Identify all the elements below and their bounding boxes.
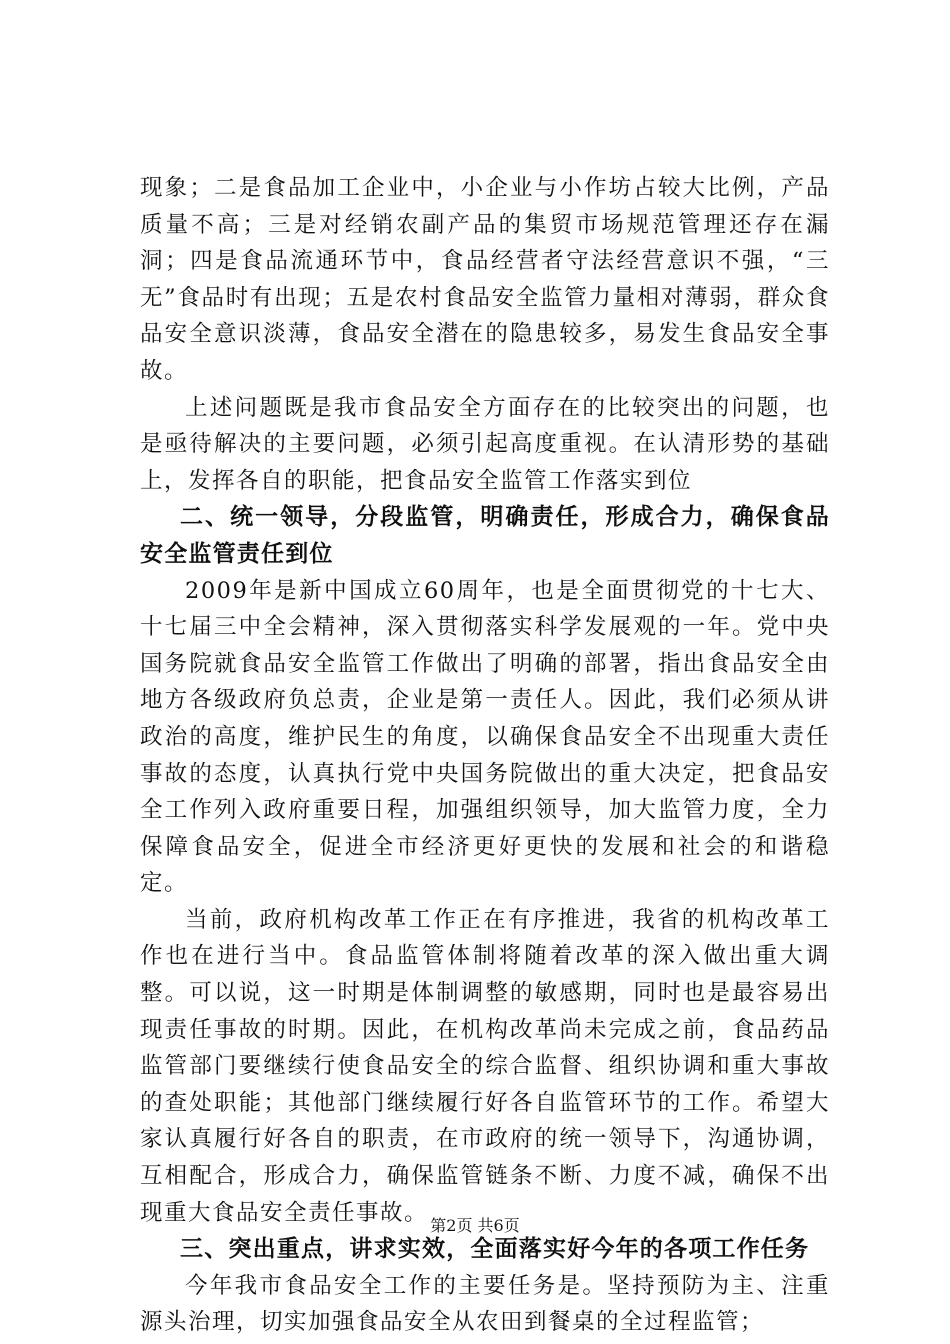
page-footer: 第2页 共6页 xyxy=(430,1216,520,1235)
paragraph-problems-list: 现象；二是食品加工企业中，小企业与小作坊占较大比例，产品质量不高；三是对经销农副产品的集贸市场规范管理还存在漏洞；四是食品流通环节中，食品经营者守法经营意识不强，“三无”食品时有出现；五是农村食品安全监管力量相对薄弱，群众食品安全意识淡薄，食品安全潜在的隐患较多，易发生食品安全事故。 xyxy=(140,175,830,384)
paragraph-2009-context: 2009年是新中国成立60周年，也是全面贯彻党的十七大、十七届三中全会精神，深入贯彻落实科学发展观的一年。党中央国务院就食品安全监管工作做出了明确的部署，指出食品安全由地方各级政府负总责，企业是第一责任人。因此，我们必须从讲政治的高度，维护民生的角度，以确保食品安全不出现重大责任事故的态度，认真执行党中央国务院做出的重大决定，把食品安全工作列入政府重要日程，加强组织领导，加大监管力度，全力保障食品安全，促进全市经济更好更快的发展和社会的和谐稳定。 xyxy=(140,577,830,897)
section-heading-2: 二、统一领导，分段监管，明确责任，形成合力，确保食品安全监管责任到位 xyxy=(140,504,830,567)
section-heading-3: 三、突出重点，讲求实效，全面落实好今年的各项工作任务 xyxy=(180,1236,810,1263)
paragraph-main-tasks: 今年我市食品安全工作的主要任务是。坚持预防为主、注重源头治理，切实加强食品安全从农田到餐桌的全过程监管； xyxy=(140,1272,830,1336)
paragraph-institutional-reform: 当前，政府机构改革工作正在有序推进，我省的机构改革工作也在进行当中。食品监管体制将随着改革的深入做出重大调整。可以说，这一时期是体制调整的敏感期，同时也是最容易出现责任事故的时期。因此，在机构改革尚未完成之前，食品药品监管部门要继续行使食品安全的综合监督、组织协调和重大事故的查处职能；其他部门继续履行好各自监管环节的工作。希望大家认真履行好各自的职责，在市政府的统一领导下，沟通协调，互相配合，形成合力，确保监管链条不断、力度不减，确保不出现重大食品安全责任事故。 xyxy=(140,906,830,1226)
document-body xyxy=(140,170,830,1341)
paragraph-problems-summary: 上述问题既是我市食品安全方面存在的比较突出的问题，也是亟待解决的主要问题，必须引起高度重视。在认清形势的基础上，发挥各自的职能，把食品安全监管工作落实到位 xyxy=(140,394,830,494)
